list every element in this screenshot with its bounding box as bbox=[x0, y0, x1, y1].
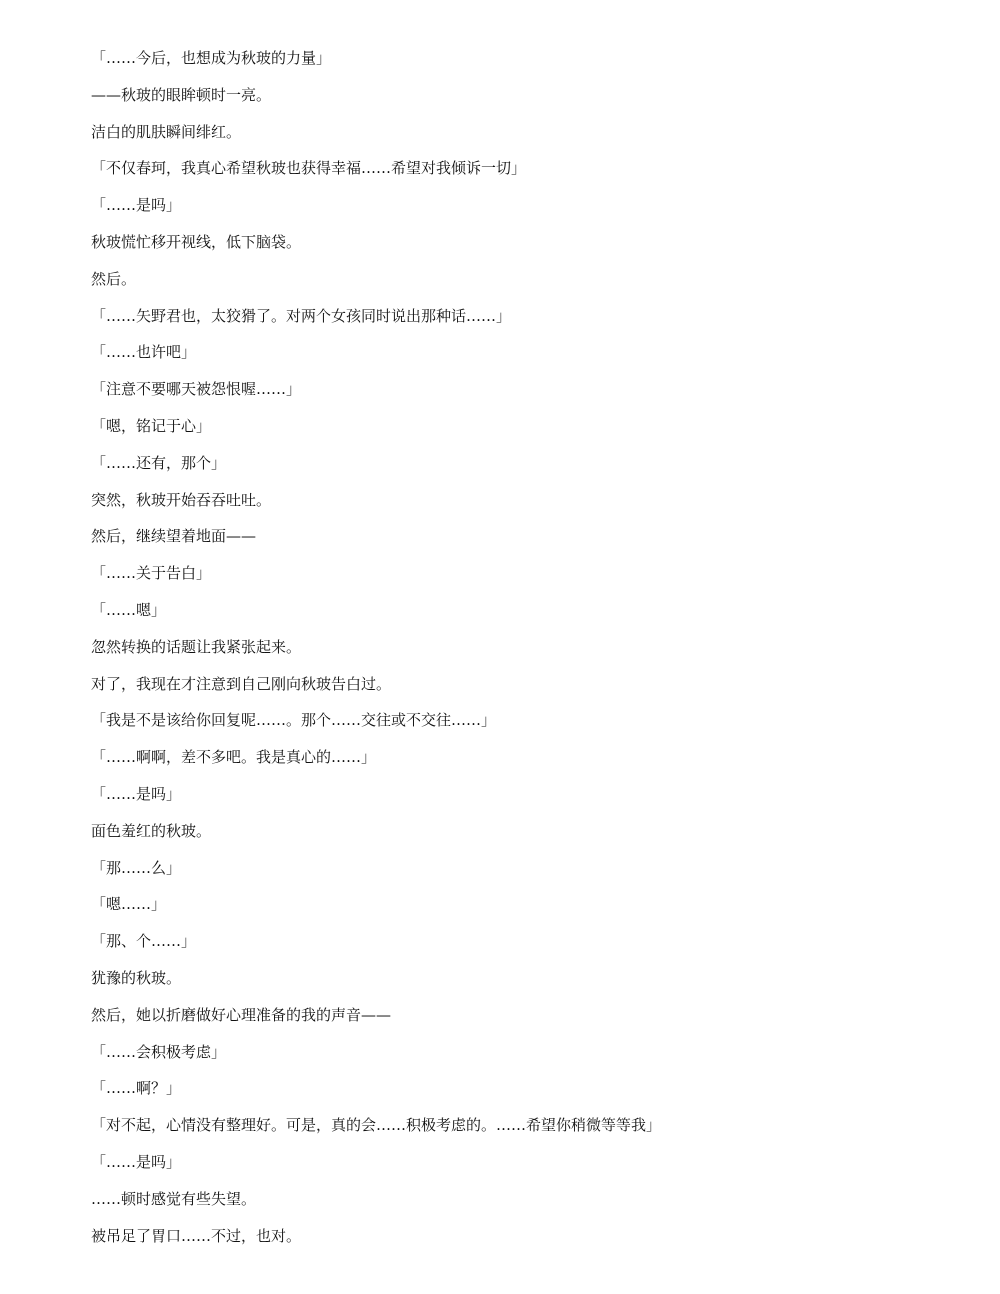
text-line: 「……关于告白」 bbox=[91, 564, 212, 583]
text-line: 「我是不是该给你回复呢……。那个……交往或不交往……」 bbox=[91, 711, 497, 730]
text-line: 然后，她以折磨做好心理准备的我的声音—— bbox=[91, 1005, 392, 1024]
text-line: 突然，秋玻开始吞吞吐吐。 bbox=[91, 490, 272, 509]
text-line: 「注意不要哪天被怨恨喔……」 bbox=[91, 380, 302, 399]
text-line: 「……还有，那个」 bbox=[91, 453, 227, 472]
text-line: 「……啊啊，差不多吧。我是真心的……」 bbox=[91, 748, 377, 767]
text-line: 「……会积极考虑」 bbox=[91, 1042, 227, 1061]
text-line: 「……也许吧」 bbox=[91, 343, 197, 362]
text-body bbox=[91, 47, 951, 1261]
text-line: 「……今后，也想成为秋玻的力量」 bbox=[91, 49, 332, 67]
text-line: 对了，我现在才注意到自己刚向秋玻告白过。 bbox=[91, 674, 392, 693]
text-line: 「……是吗」 bbox=[91, 784, 182, 803]
text-line: 「……矢野君也，太狡猾了。对两个女孩同时说出那种话……」 bbox=[91, 306, 512, 325]
text-line: 面色羞红的秋玻。 bbox=[91, 821, 212, 840]
text-line: 然后，继续望着地面—— bbox=[91, 527, 257, 546]
text-line: ——秋玻的眼眸顿时一亮。 bbox=[91, 85, 272, 104]
text-line: 「……啊？」 bbox=[91, 1079, 182, 1098]
text-line: 「嗯，铭记于心」 bbox=[91, 416, 212, 435]
text-line: 「……是吗」 bbox=[91, 1152, 182, 1171]
text-line: 被吊足了胃口……不过，也对。 bbox=[91, 1226, 302, 1245]
text-line: 秋玻慌忙移开视线，低下脑袋。 bbox=[91, 232, 302, 251]
text-line: 忽然转换的话题让我紧张起来。 bbox=[91, 637, 302, 656]
text-line: 洁白的肌肤瞬间绯红。 bbox=[91, 122, 242, 141]
text-line: 「那……么」 bbox=[91, 858, 182, 877]
text-line: 然后。 bbox=[91, 269, 137, 288]
text-line: 「对不起，心情没有整理好。可是，真的会……积极考虑的。……希望你稍微等等我」 bbox=[91, 1116, 662, 1135]
text-line: ……顿时感觉有些失望。 bbox=[91, 1189, 257, 1208]
text-line: 「……是吗」 bbox=[91, 196, 182, 215]
text-line: 犹豫的秋玻。 bbox=[91, 968, 182, 987]
text-line: 「不仅春珂，我真心希望秋玻也获得幸福……希望对我倾诉一切」 bbox=[91, 159, 527, 178]
text-line: 「……嗯」 bbox=[91, 600, 167, 619]
text-line: 「嗯……」 bbox=[91, 895, 167, 914]
text-line: 「那、个……」 bbox=[91, 932, 197, 951]
